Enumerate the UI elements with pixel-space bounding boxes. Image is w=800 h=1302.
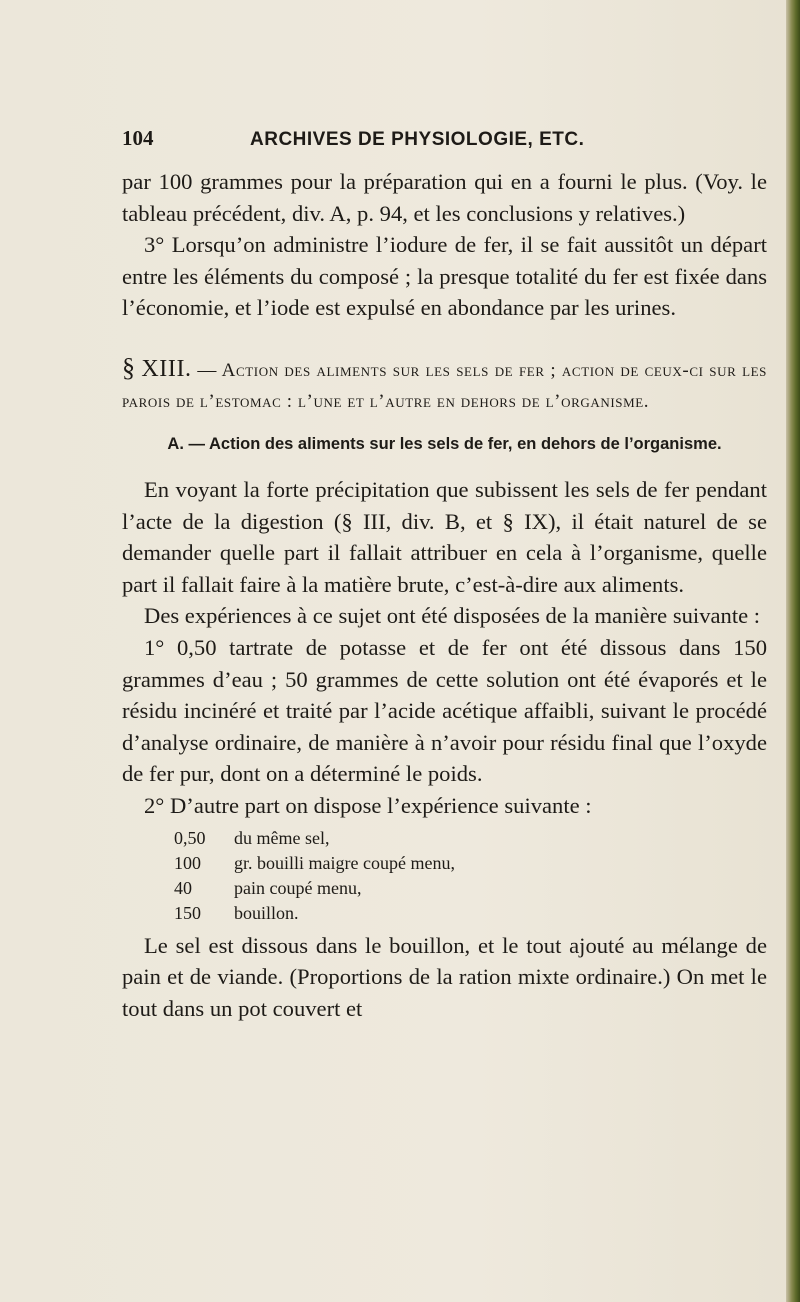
recipe-item: du même sel,: [234, 827, 330, 848]
recipe-qty: 0,50: [174, 827, 206, 848]
recipe-qty: 150: [174, 902, 201, 923]
section-symbol: §: [122, 352, 136, 382]
paragraph-point-3: 3° Lorsqu’on administre l’iodure de fer, il se fait aussitôt un départ entre les éléments du composé ; la presque totalité du fer est fixée dans l’économie, et l’iode est expulsé en abondance par les urines.: [122, 232, 767, 321]
section-heading: [122, 352, 767, 417]
section-number: XIII.: [141, 355, 192, 382]
recipe-row: [174, 851, 767, 876]
page-edge: [786, 0, 800, 1302]
paragraph-experiments: Des expériences à ce sujet ont été disposées de la manière suivante :: [144, 603, 761, 629]
paragraph-experiment-1: 1° 0,50 tartrate de potasse et de fer ont été dissous dans 150 grammes d’eau ; 50 grammes de cette solution ont été évaporés et le résidu incinéré et traité par l’acide acétique affaibli, suivant le procédé d’analyse ordinaire, de manière à n’avoir pour résidu final que l’oxyde de fer pur, dont on a déterminé le poids.: [122, 634, 767, 787]
paragraph-final: Le sel est dissous dans le bouillon, et le tout ajouté au mélange de pain et de viande. (Proportions de la ration mixte ordinaire.) On met le tout dans un pot couvert et: [122, 932, 767, 1021]
recipe-row: [174, 826, 767, 851]
paragraph-continuation: par 100 grammes pour la préparation qui en a fourni le plus. (Voy. le tableau précédent, div. A, p. 94, et les conclusions y relatives.): [122, 169, 767, 226]
page-number: 104: [122, 126, 154, 150]
subheading: A. — Action des aliments sur les sels de fer, en dehors de l’organisme.: [167, 434, 722, 453]
recipe-list: [174, 826, 767, 926]
paragraph-precipitation: En voyant la forte précipitation que subissent les sels de fer pendant l’acte de la digestion (§ III, div. B, et § IX), il était naturel de se demander quelle part il fallait attribuer en cela à l’organisme, quelle part il fallait faire à la matière brute, c’est-à-dire aux aliments.: [122, 476, 767, 597]
recipe-item: gr. bouilli maigre coupé menu,: [234, 852, 455, 873]
recipe-row: [174, 901, 767, 926]
recipe-item: bouillon.: [234, 902, 299, 923]
page-header: [122, 126, 767, 166]
recipe-qty: 40: [174, 877, 192, 898]
recipe-row: [174, 876, 767, 901]
recipe-qty: 100: [174, 852, 201, 873]
section-title: — Action des aliments sur les sels de fer ; action de ceux-ci sur les parois de l’estomac : l’une et l’autre en dehors de l’organisme.: [122, 359, 767, 412]
running-title: ARCHIVES DE PHYSIOLOGIE, ETC.: [250, 129, 585, 150]
paragraph-experiment-2: 2° D’autre part on dispose l’expérience suivante :: [144, 792, 592, 818]
recipe-item: pain coupé menu,: [234, 877, 362, 898]
page-content: [122, 126, 767, 1024]
